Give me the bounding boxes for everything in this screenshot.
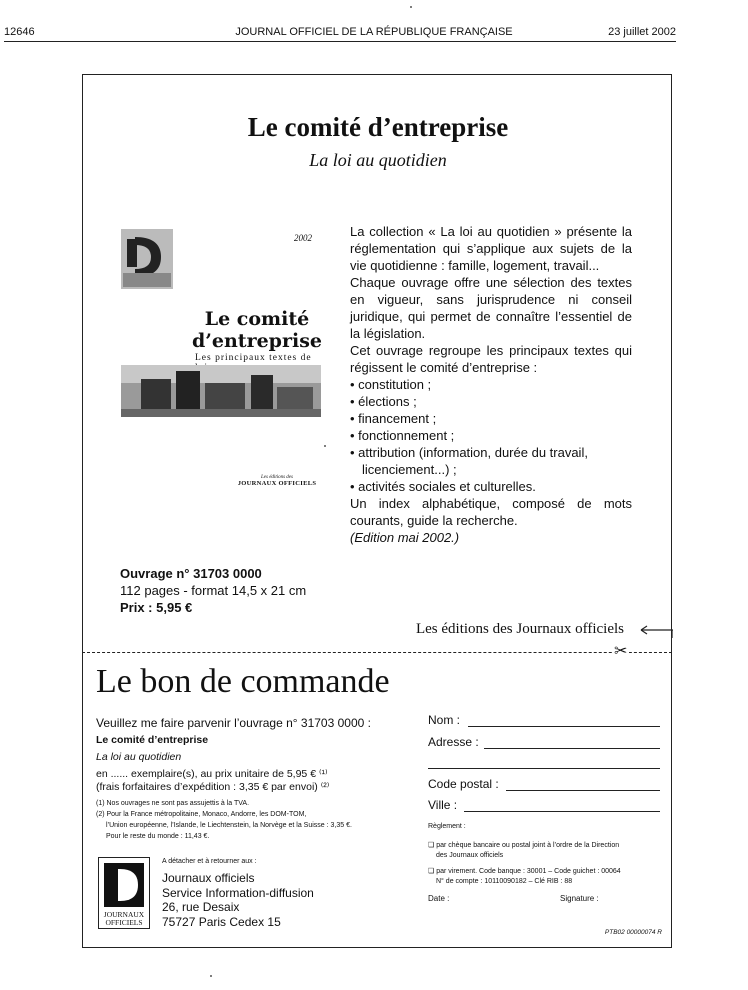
reglement-label: Règlement :	[428, 823, 466, 830]
cover-title	[192, 308, 322, 352]
footnote-2b: l’Union européenne, l’Islande, le Liechtenstein, la Norvège et la Suisse : 3,35 €.	[106, 822, 352, 829]
address-lead: A détacher et à retourner aux :	[162, 858, 257, 865]
scan-speck	[324, 445, 326, 447]
order-details	[96, 715, 416, 842]
cover-factory-photo	[121, 365, 321, 417]
footnote-1: (1) Nos ouvrages ne sont pas assujettis à la TVA.	[96, 800, 250, 807]
cheque-option[interactable]	[428, 841, 619, 861]
adresse-label: Adresse :	[428, 735, 479, 749]
order-shipping: (frais forfaitaires d’expédition : 3,35 € par envoi) ⁽²⁾	[96, 781, 330, 793]
topic-item: • financement ;	[350, 411, 437, 426]
arrow-left-icon	[637, 622, 673, 638]
address-line3: 26, rue Desaix	[162, 900, 240, 914]
ouvrage-format: 112 pages - format 14,5 x 21 cm	[120, 583, 307, 598]
order-quantity: en ...... exemplaire(s), au prix unitaire de 5,95 € ⁽¹⁾	[96, 768, 328, 780]
description-p4: Un index alphabétique, composé de mots courants, guide la recherche.	[350, 496, 632, 528]
ville-field[interactable]	[464, 810, 660, 812]
cover-title-line2: d’entreprise	[192, 330, 322, 352]
publisher-name: Les éditions des Journaux officiels	[415, 621, 624, 637]
virement-option[interactable]	[428, 867, 621, 887]
return-address	[162, 855, 314, 929]
cheque-line1: ❏ par chèque bancaire ou postal joint à l’ordre de la Direction	[428, 842, 620, 849]
address-line1: Journaux officiels	[162, 871, 255, 885]
order-intro: Veuillez me faire parvenir l’ouvrage n° 31703 0000 :	[96, 716, 371, 730]
cover-publisher-line2: JOURNAUX OFFICIELS	[237, 480, 317, 487]
topic-item: • constitution ;	[350, 377, 432, 392]
edition-note: (Edition mai 2002.)	[350, 530, 460, 545]
cover-publisher-line1: Les éditions des	[261, 475, 293, 480]
adresse-field-line2[interactable]	[428, 767, 660, 769]
description-p3: Cet ouvrage regroupe les principaux textes qui régissent le comité d’entreprise :	[350, 343, 632, 375]
topic-item: • activités sociales et culturelles.	[350, 479, 536, 494]
ouvrage-price: Prix : 5,95 €	[120, 600, 193, 615]
cheque-line2: des Journaux officiels	[436, 852, 504, 859]
logo-text-2: OFFICIELS	[105, 918, 143, 927]
address-line4: 75727 Paris Cedex 15	[162, 914, 281, 929]
cover-logo-icon	[121, 229, 173, 289]
nom-field[interactable]	[468, 725, 660, 727]
signature-label: Signature :	[560, 894, 599, 903]
cut-line	[82, 652, 672, 653]
description-p2: Chaque ouvrage offre une sélection des textes en vigueur, sans jurisprudence ni conseil juridique, qui permet de connaître l’essentiel de la législation.	[350, 275, 632, 341]
date-label: Date :	[428, 894, 450, 903]
ouvrage-info	[120, 565, 306, 616]
adresse-field[interactable]	[484, 747, 660, 749]
order-book-title: Le comité d’entreprise	[96, 734, 209, 746]
nom-label: Nom :	[428, 713, 461, 727]
journal-title: JOURNAL OFFICIEL DE LA RÉPUBLIQUE FRANÇAISE	[235, 26, 513, 38]
logo-text-1: JOURNAUX	[103, 910, 145, 919]
book-cover	[117, 225, 322, 505]
scan-speck	[410, 6, 412, 8]
page-date: 23 juillet 2002	[608, 26, 676, 38]
cover-subtitle: Les principaux textes de	[195, 353, 312, 363]
topic-item: • fonctionnement ;	[350, 428, 455, 443]
footnote-2c: Pour le reste du monde : 11,43 €.	[106, 833, 210, 840]
topic-list	[350, 376, 632, 495]
order-book-subtitle: La loi au quotidien	[96, 751, 182, 763]
code-postal-field[interactable]	[506, 789, 660, 791]
scan-speck	[210, 975, 212, 977]
book-description	[350, 223, 632, 546]
page-number: 12646	[4, 26, 35, 38]
footnote-2a: (2) Pour la France métropolitaine, Monaco, Andorre, les DOM-TOM,	[96, 811, 307, 818]
topic-item: • élections ;	[350, 394, 417, 409]
journaux-officiels-logo-icon	[98, 857, 150, 929]
ville-label: Ville :	[428, 798, 458, 812]
reference-code: PTB02 00000074 R	[604, 929, 662, 936]
ouvrage-number: Ouvrage n° 31703 0000	[120, 566, 262, 581]
header-rule	[4, 41, 676, 42]
ad-title: Le comité d’entreprise	[247, 112, 509, 142]
virement-line2: N° de compte : 10110090182 – Clé RIB : 88	[436, 878, 573, 885]
code-postal-label: Code postal :	[428, 777, 499, 791]
cover-publisher	[237, 475, 317, 487]
order-title: Le bon de commande	[96, 663, 390, 700]
ad-subtitle: La loi au quotidien	[309, 150, 447, 170]
virement-line1: ❏ par virement. Code banque : 30001 – Code guichet : 00064	[428, 868, 621, 875]
description-p1: La collection « La loi au quotidien » présente la réglementation qui s’applique aux sujets de la vie quotidienne : famille, logement, travail...	[350, 224, 632, 273]
topic-item: • attribution (information, durée du travail, licenciement...) ;	[350, 445, 588, 477]
scissors-icon: ✂	[614, 643, 628, 660]
address-line2: Service Information-diffusion	[162, 885, 314, 900]
cover-year: 2002	[294, 233, 312, 243]
cover-title-line1: Le comité	[204, 308, 310, 330]
